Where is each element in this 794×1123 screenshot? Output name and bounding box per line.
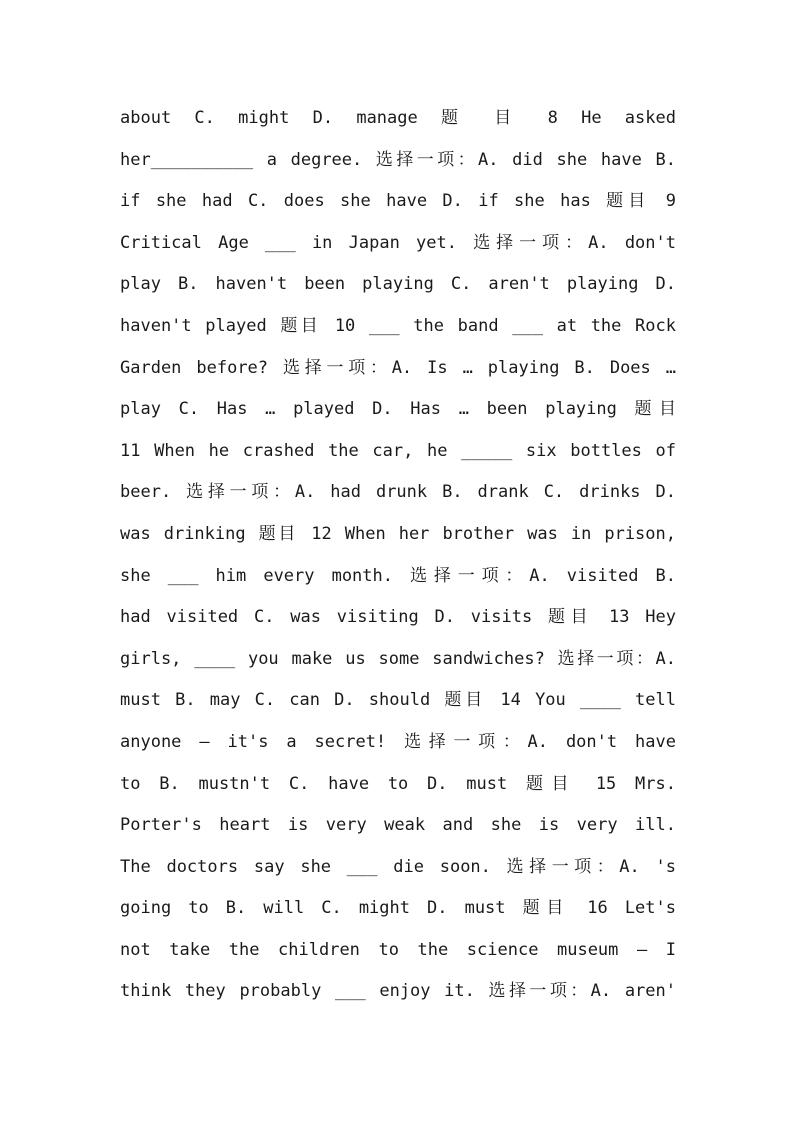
text-line: Critical Age ___ in Japan yet. 选择一项：A. don't xyxy=(120,232,676,253)
text-line: she ___ him every month. 选择一项：A. visited B. xyxy=(120,565,676,586)
document-body xyxy=(120,98,676,1013)
text-line: Garden before? 选择一项：A. Is … playing B. Does … xyxy=(120,357,676,378)
text-line: The doctors say she ___ die soon. 选择一项：A. 's xyxy=(120,856,676,877)
text-line: if she had C. does she have D. if she has 题目 9 xyxy=(120,191,676,212)
text-line: must B. may C. can D. should 题目 14 You ____ tell xyxy=(120,690,676,711)
text-line: girls, ____ you make us some sandwiches? 选择一项：A. xyxy=(120,648,676,669)
text-line: anyone – it's a secret! 选择一项：A. don't have xyxy=(120,731,676,752)
text-line: had visited C. was visiting D. visits 题目 13 Hey xyxy=(120,607,676,628)
text-line: haven't played 题目 10 ___ the band ___ at the Rock xyxy=(120,315,676,336)
text-line: think they probably ___ enjoy it. 选择一项：A. aren' xyxy=(120,981,676,1002)
text-line: her__________ a degree. 选择一项：A. did she have B. xyxy=(120,149,676,170)
text-line: beer. 选择一项：A. had drunk B. drank C. drinks D. xyxy=(120,482,676,503)
text-line: going to B. will C. might D. must 题目 16 Let's xyxy=(120,898,676,919)
text-line: play B. haven't been playing C. aren't playing D. xyxy=(120,274,676,295)
text-line: 11 When he crashed the car, he _____ six bottles of xyxy=(120,440,676,461)
text-line: Porter's heart is very weak and she is very ill. xyxy=(120,815,676,836)
text-line: about C. might D. manage 题 目 8 He asked xyxy=(120,108,676,128)
text-line: play C. Has … played D. Has … been playing 题目 xyxy=(120,399,676,420)
text-line: was drinking 题目 12 When her brother was in prison, xyxy=(120,523,676,544)
text-line: not take the children to the science museum – I xyxy=(120,939,676,960)
text-line: to B. mustn't C. have to D. must 题目 15 Mrs. xyxy=(120,773,676,794)
